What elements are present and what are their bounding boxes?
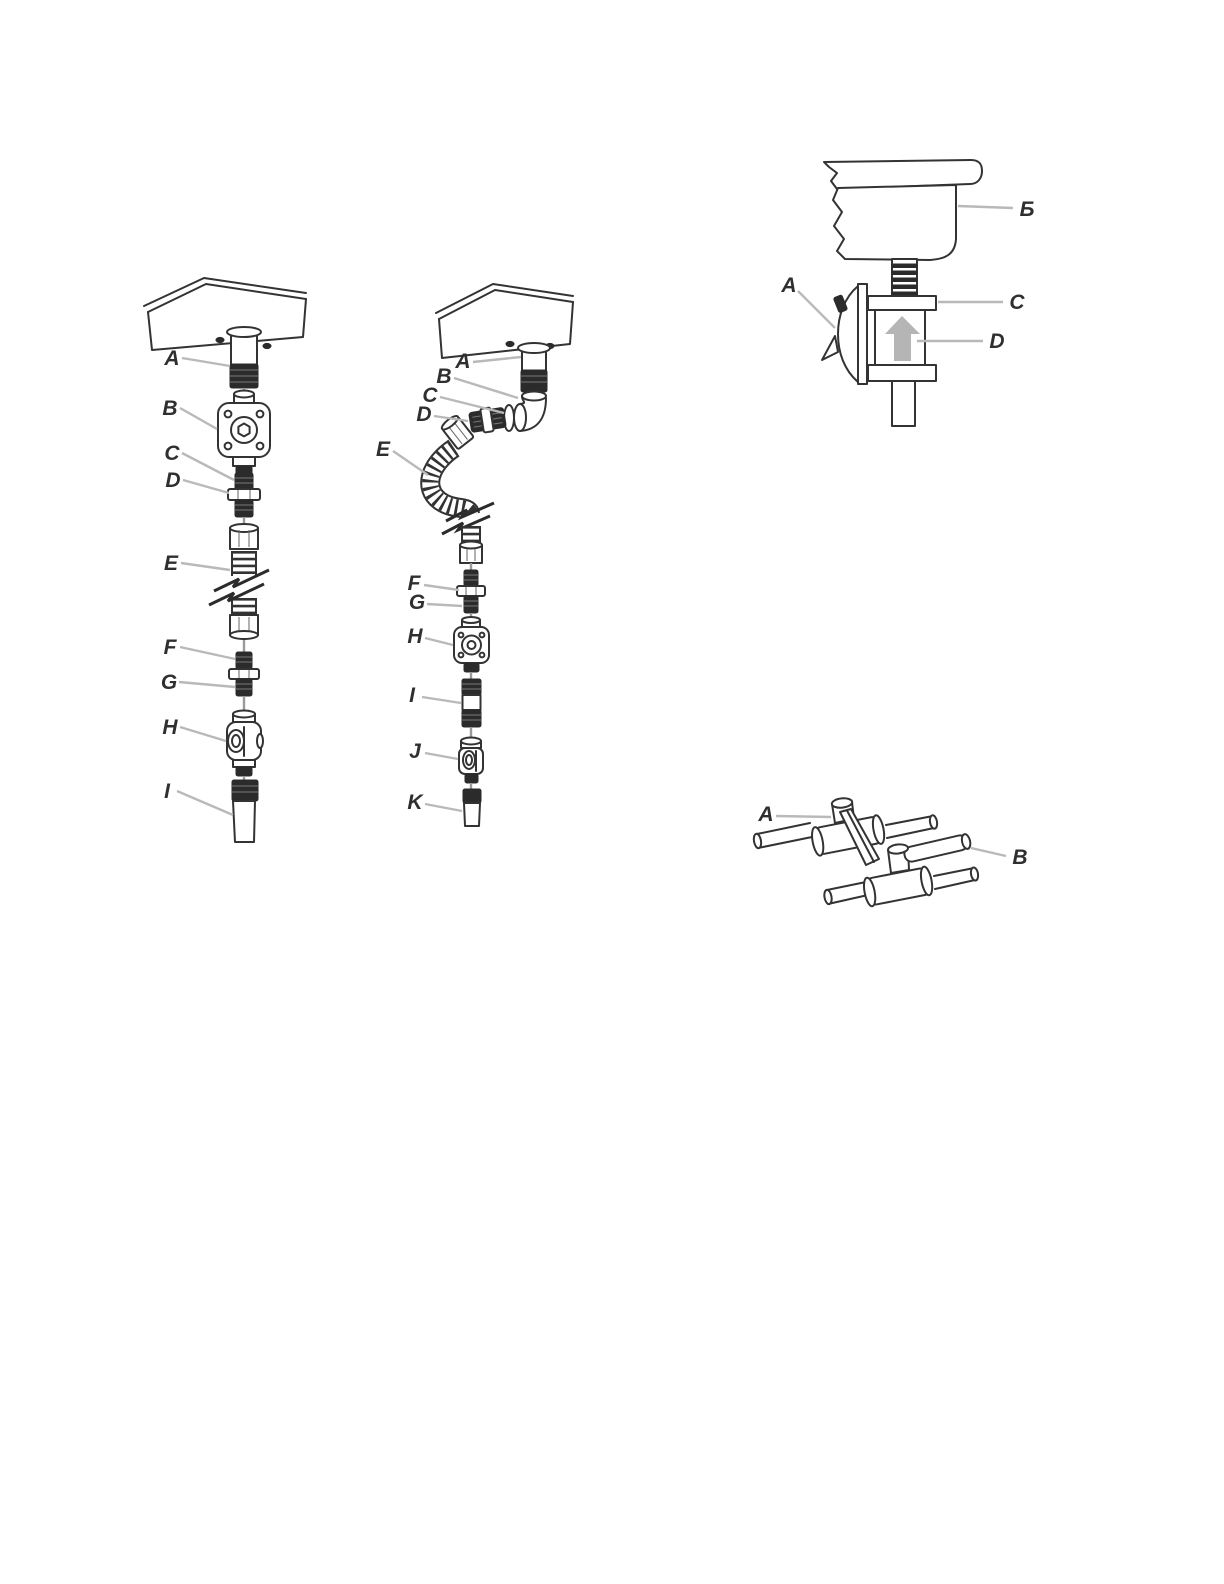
label-c: C [422,384,438,407]
label-h: H [407,625,423,648]
label-e: E [375,438,391,461]
disc-tab [833,295,847,313]
leader-b-cyr [958,206,1013,208]
drain-tube [463,789,481,826]
bracket-top-plate [868,296,936,310]
leader-a [798,291,835,328]
leader-i [177,791,233,815]
bracket-bottom-plate [868,365,936,381]
leader-f [424,585,459,590]
tank [824,160,982,260]
label-f: F [407,572,421,595]
leader-e [181,563,230,570]
label-a: A [781,274,797,297]
label-f: F [163,636,177,659]
valve-handle-parallel [903,833,972,863]
label-g: G [160,671,178,694]
label-d: D [989,330,1005,353]
label-g: G [408,591,426,614]
leader-c [440,397,504,413]
label-h: H [162,716,178,739]
leader-b [971,848,1006,856]
leader-g [427,604,462,606]
supply-tube [209,524,269,652]
label-a: A [455,350,471,373]
label-b: B [436,365,452,388]
valve-head-unit [454,617,489,679]
label-i: I [409,684,415,707]
flex-hose [430,414,494,570]
label-a: A [164,347,180,370]
leader-k [425,804,462,811]
label-c: C [1009,291,1025,314]
leader-d [183,480,229,493]
figure-tank-bracket-mount [750,140,1080,440]
label-b: B [1012,846,1028,869]
leader-j [425,753,458,759]
label-b-cyrillic: Б [1019,198,1035,221]
label-c: C [164,442,180,465]
leader-i [422,697,461,703]
leader-a [776,816,831,817]
threaded-adapter [228,473,260,528]
figure-undersink-assembly-flex-hose [370,262,700,837]
outlet-pipe [892,381,915,426]
label-e: E [163,552,179,575]
faucet-tailpiece [227,327,261,400]
label-a: A [758,803,774,826]
compression-fitting [457,570,485,620]
countertop [144,278,306,350]
threaded-coupling [462,679,481,739]
elbow-fitting [514,392,546,432]
ball-valve [227,711,263,781]
label-i: I [164,780,170,803]
countertop [436,284,573,358]
label-j: J [409,740,421,763]
drain-tube [232,780,258,842]
bracket [868,296,936,426]
leader-e [393,451,428,475]
mount-screw [506,341,514,346]
leader-a [473,357,521,362]
leader-b [454,378,518,398]
faucet-tailpiece [518,343,550,396]
mounting-disc [822,284,867,384]
figure-shutoff-valves [730,775,1060,925]
valve-head-unit [218,391,270,477]
leader-a [182,358,230,366]
threaded-stud [892,259,917,297]
mount-screw [216,337,224,342]
compression-fitting [229,652,259,714]
label-k: K [407,791,423,814]
ball-valve [459,738,483,790]
leader-b [180,408,217,429]
leader-h [425,638,453,645]
disc-spike [822,336,838,360]
mount-screw [263,343,271,348]
valve-lever [228,730,244,752]
label-d: D [165,469,181,492]
label-d: D [416,403,432,426]
label-b: B [162,397,178,420]
leader-f [180,647,235,659]
valve-lever [463,751,475,769]
figure-undersink-assembly-straight [130,262,410,847]
leader-g [179,682,235,687]
leader-h [180,727,226,741]
